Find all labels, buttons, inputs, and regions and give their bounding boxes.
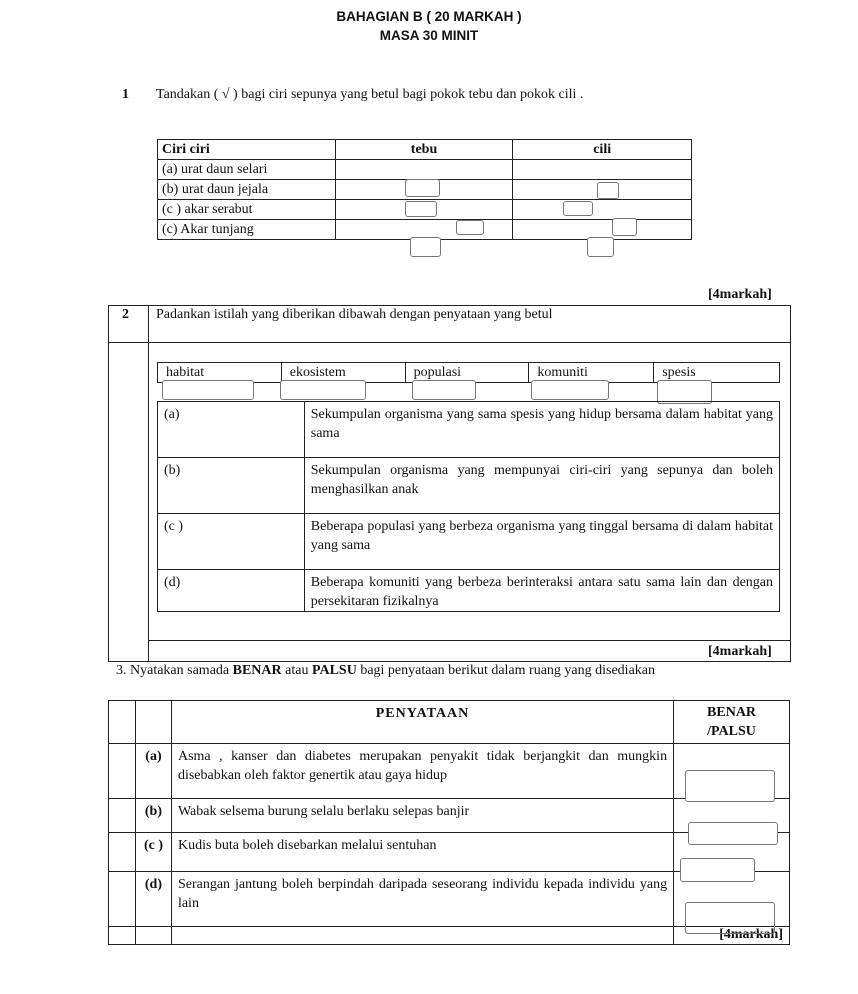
q3-row-text: Wabak selsema burung selalu berlaku selepas banjir xyxy=(171,799,673,833)
q3-marks: [4markah] xyxy=(674,927,790,945)
q3-row-label: (c ) xyxy=(135,833,171,872)
q2-text: Padankan istilah yang diberikan dibawah dengan penyataan yang betul xyxy=(156,307,553,322)
q1-cell xyxy=(513,160,692,180)
q1-header-cili: cili xyxy=(513,140,692,160)
q2-answer-tile-3[interactable] xyxy=(412,380,476,400)
q1-checkbox-d-tebu[interactable] xyxy=(410,237,441,257)
q2-row-label[interactable]: (b) xyxy=(158,458,305,514)
q2-frame-top xyxy=(108,305,791,306)
q2-match-table xyxy=(157,401,780,612)
q1-checkbox-b-cili[interactable] xyxy=(597,182,619,199)
q3-answer-d[interactable] xyxy=(685,902,775,934)
q2-frame-divider-2 xyxy=(148,640,791,641)
q2-row-label[interactable]: (a) xyxy=(158,402,305,458)
q3-answer-b[interactable] xyxy=(688,822,778,845)
q1-cell xyxy=(335,160,513,180)
q2-frame-right xyxy=(790,305,791,662)
q2-answer-tile-2[interactable] xyxy=(280,380,366,400)
term-spesis: spesis xyxy=(654,363,780,383)
q2-answer-tile-4[interactable] xyxy=(531,380,609,400)
q3-instruction: 3. Nyatakan samada BENAR atau PALSU bagi penyataan berikut dalam ruang yang disediakan xyxy=(116,663,655,678)
q1-checkbox-b-tebu[interactable] xyxy=(405,179,440,197)
term-populasi: populasi xyxy=(405,363,529,383)
q2-row-label[interactable]: (c ) xyxy=(158,514,305,570)
table-row xyxy=(158,402,780,458)
q2-frame-left xyxy=(108,305,109,662)
table-header-row xyxy=(109,701,790,744)
q1-trait: (a) urat daun selari xyxy=(158,160,336,180)
q1-text: Tandakan ( √ ) bagi ciri sepunya yang betul bagi pokok tebu dan pokok cili . xyxy=(156,87,584,102)
q1-trait: (b) urat daun jejala xyxy=(158,180,336,200)
q3-row-label: (b) xyxy=(135,799,171,833)
table-row xyxy=(158,570,780,612)
q2-frame-bottom xyxy=(108,661,791,662)
q1-checkbox-a-tebu[interactable] xyxy=(456,220,484,235)
q2-answer-tile-1[interactable] xyxy=(162,380,254,400)
q2-frame-number-col xyxy=(148,305,149,662)
q2-number: 2 xyxy=(122,307,129,322)
q3-answer-c[interactable] xyxy=(680,858,755,882)
q2-row-label[interactable]: (d) xyxy=(158,570,305,612)
q2-row-text: Sekumpulan organisma yang mempunyai ciri-ciri yang sepunya dan boleh menghasilkan anak xyxy=(304,458,779,514)
q3-header-answer: BENAR /PALSU xyxy=(674,701,790,744)
table-row xyxy=(158,514,780,570)
q3-answer-a[interactable] xyxy=(685,770,775,802)
q2-frame-divider xyxy=(108,342,791,343)
section-title: BAHAGIAN B ( 20 MARKAH ) xyxy=(336,9,522,24)
q1-trait: (c ) akar serabut xyxy=(158,200,336,220)
q3-row-text: Asma , kanser dan diabetes merupakan penyakit tidak berjangkit dan mungkin disebabkan oleh faktor genertik atau gaya hidup xyxy=(171,744,673,799)
term-ekosistem: ekosistem xyxy=(281,363,405,383)
table-row xyxy=(158,458,780,514)
time-limit: MASA 30 MINIT xyxy=(379,28,479,43)
q1-trait: (c) Akar tunjang xyxy=(158,220,336,240)
q1-checkbox-d-cili[interactable] xyxy=(587,237,614,257)
q2-row-text: Beberapa populasi yang berbeza organisma yang tinggal bersama di dalam habitat yang sama xyxy=(304,514,779,570)
q1-checkbox-c-tebu[interactable] xyxy=(405,201,437,217)
q1-header-trait: Ciri ciri xyxy=(158,140,336,160)
q3-header-statement: PENYATAAN xyxy=(171,701,673,744)
term-komuniti: komuniti xyxy=(529,363,654,383)
q2-row-text: Sekumpulan organisma yang sama spesis yang hidup bersama dalam habitat yang sama xyxy=(304,402,779,458)
q3-row-label: (d) xyxy=(135,872,171,927)
q1-checkbox-c-cili[interactable] xyxy=(563,201,593,216)
table-header-row xyxy=(158,140,692,160)
q3-row-label: (a) xyxy=(135,744,171,799)
table-row xyxy=(158,160,692,180)
q3-row-text: Kudis buta boleh disebarkan melalui sentuhan xyxy=(171,833,673,872)
q3-row-text: Serangan jantung boleh berpindah daripada seseorang individu kepada individu yang lain xyxy=(171,872,673,927)
q1-marks: [4markah] xyxy=(708,287,772,302)
q1-cell xyxy=(513,200,692,220)
q1-header-tebu: tebu xyxy=(335,140,513,160)
q2-row-text: Beberapa komuniti yang berbeza berinteraksi antara satu sama lain dan dengan persekitaran fizikalnya xyxy=(304,570,779,612)
q2-marks: [4markah] xyxy=(708,644,772,659)
q1-checkbox-a-cili[interactable] xyxy=(612,218,637,236)
term-habitat: habitat xyxy=(158,363,282,383)
q1-number: 1 xyxy=(122,87,129,102)
